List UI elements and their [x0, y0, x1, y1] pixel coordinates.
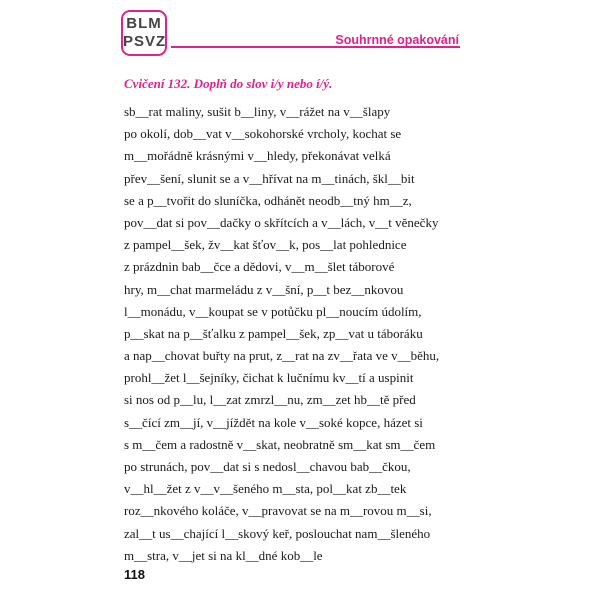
text-line: pov__dat si pov__dačky o skřítcích a v__lách, v__t věnečky [124, 214, 439, 230]
text-line: hry, m__chat marmeládu z v__šní, p__t bez__nkovou [124, 281, 404, 297]
text-line: se a p__tvořit do sluníčka, odhánět neodb__tný hm__z, [124, 192, 412, 208]
section-title: Souhrnné opakování [335, 33, 459, 47]
text-line: přev__šení, slunit se a v__hřívat na m__tinách, škl__bit [124, 170, 415, 186]
text-line: p__skat na p__šťalku z pampel__šek, zp__vat u táboráku [124, 325, 423, 341]
logo-row-2: PSVZ [123, 33, 167, 50]
text-line: z prázdnin bab__čce a dědovi, v__m__šlet táborové [124, 259, 395, 275]
text-line: z pampel__šek, žv__kat šťov__k, pos__lat pohlednice [124, 237, 407, 253]
exercise-text [124, 101, 468, 567]
text-line: l__monádu, v__koupat se v potůčku pl__noucím údolím, [124, 303, 422, 319]
text-line: s m__čem a radostně v__skat, neobratně sm__kat sm__čem [124, 436, 436, 452]
text-line: m__stra, v__jet si na kl__dné kob__le [124, 547, 323, 563]
text-line: roz__nkového koláče, v__pravovat se na m__rovou m__si, [124, 503, 432, 519]
text-line: si nos od p__lu, l__zat zmrzl__nu, zm__zet hb__tě před [124, 392, 416, 408]
text-line: v__hl__žet z v__v__šeného m__sta, pol__kat zb__tek [124, 481, 407, 497]
exercise-title: Cvičení 132. Doplň do slov i/y nebo í/ý. [124, 76, 333, 91]
text-line: zal__t us__chající l__skový keř, poslouchat nam__šleného [124, 525, 431, 541]
text-line: po okolí, dob__vat v__sokohorské vrcholy, kochat se [124, 126, 402, 142]
text-line: prohl__žet l__šejníky, čichat k lučnímu kv__tí a uspinit [124, 370, 414, 386]
text-line: s__čící zm__jí, v__jíždět na kole v__soké kopce, házet si [124, 414, 423, 430]
publisher-logo [121, 10, 167, 56]
text-line: sb__rat maliny, sušit b__liny, v__rážet na v__šlapy [124, 104, 391, 119]
text-line: m__mořádně krásnými v__hledy, překonávat velká [124, 148, 391, 164]
text-line: a nap__chovat buřty na prut, z__rat na zv__řata ve v__běhu, [124, 348, 440, 364]
text-line: po strunách, pov__dat si s nedosl__chavou bab__čkou, [124, 459, 411, 474]
logo-row-1: BLM [126, 15, 162, 32]
page-number: 118 [124, 567, 145, 582]
